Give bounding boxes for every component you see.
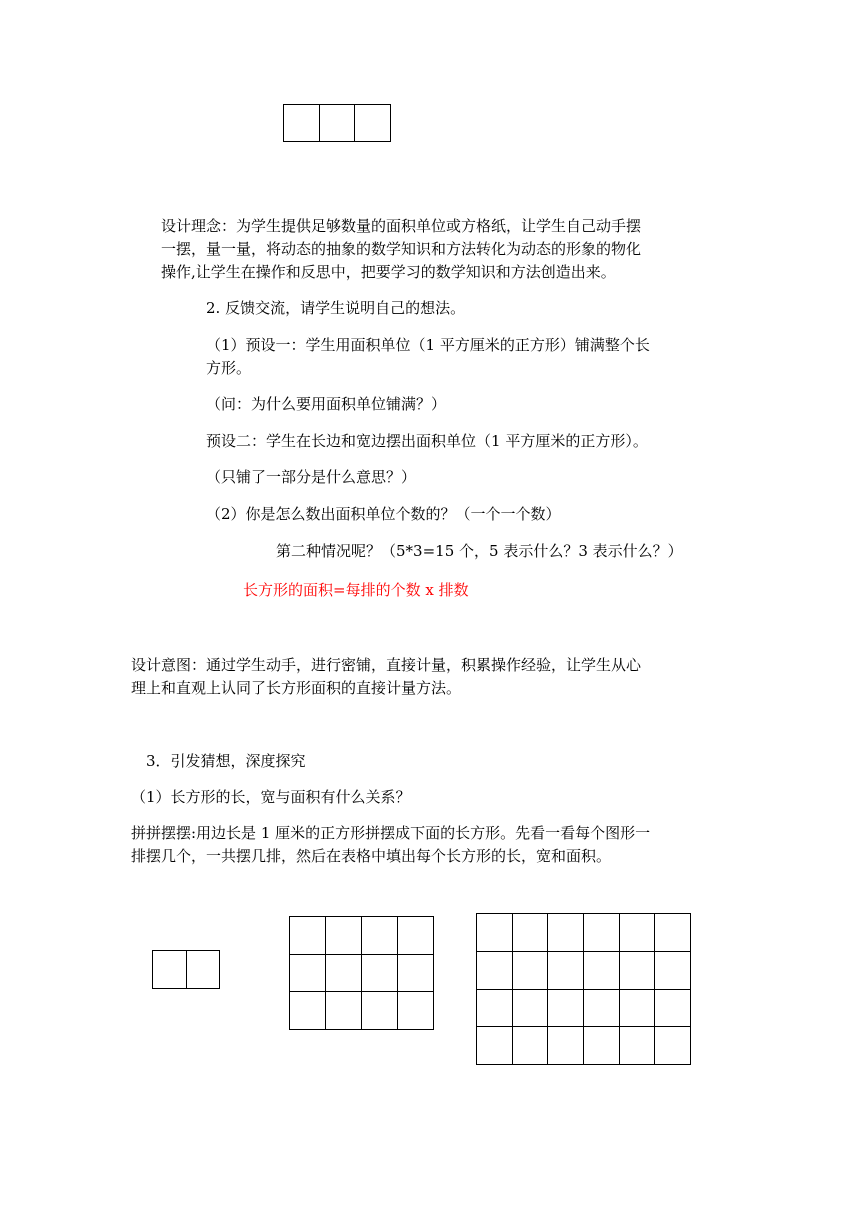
unit-square xyxy=(398,917,434,955)
unit-square xyxy=(620,952,656,990)
unit-square xyxy=(584,1027,620,1065)
unit-square xyxy=(477,952,513,990)
rectangle-4x6 xyxy=(476,913,691,1065)
count-question: （2）你是怎么数出面积单位个数的？（一个一个数） xyxy=(206,505,561,523)
unit-square xyxy=(513,952,549,990)
unit-square xyxy=(290,917,326,955)
unit-square xyxy=(326,992,362,1030)
unit-square xyxy=(477,990,513,1028)
unit-square xyxy=(326,955,362,993)
unit-square xyxy=(362,992,398,1030)
design-intent-line-1: 设计意图：通过学生动手，进行密铺，直接计量，积累操作经验，让学生从心 xyxy=(131,656,642,674)
preset2: 预设二：学生在长边和宽边摆出面积单位（1 平方厘米的正方形）。 xyxy=(206,432,648,450)
unit-square xyxy=(655,990,691,1028)
unit-square xyxy=(620,1027,656,1065)
design-intent-line-2: 理上和直观上认同了长方形面积的直接计量方法。 xyxy=(131,679,462,697)
unit-square xyxy=(548,914,584,952)
activity-line-1: 拼拼摆摆:用边长是 1 厘米的正方形拼摆成下面的长方形。先看一看每个图形一 xyxy=(131,824,651,842)
step3-heading: 3．引发猜想，深度探究 xyxy=(146,752,306,770)
square-strip-1x3 xyxy=(283,104,391,142)
unit-square xyxy=(477,914,513,952)
unit-square xyxy=(355,105,391,142)
unit-square xyxy=(290,955,326,993)
unit-square xyxy=(584,952,620,990)
unit-square xyxy=(548,990,584,1028)
unit-square xyxy=(284,105,320,142)
unit-square xyxy=(290,992,326,1030)
design-concept-line-2: 一摆，量一量，将动态的抽象的数学知识和方法转化为动态的形象的物化 xyxy=(161,240,642,258)
area-formula: 长方形的面积=每排的个数 x 排数 xyxy=(243,581,469,599)
unit-square xyxy=(513,914,549,952)
unit-square xyxy=(548,1027,584,1065)
preset1-line-1: （1）预设一：学生用面积单位（1 平方厘米的正方形）铺满整个长 xyxy=(206,336,650,354)
unit-square xyxy=(548,952,584,990)
unit-square xyxy=(320,105,356,142)
rectangle-3x4 xyxy=(289,916,434,1030)
unit-square xyxy=(513,1027,549,1065)
rectangle-1x2 xyxy=(152,950,220,989)
unit-square xyxy=(398,992,434,1030)
unit-square xyxy=(655,1027,691,1065)
activity-line-2: 排摆几个，一共摆几排，然后在表格中填出每个长方形的长，宽和面积。 xyxy=(131,847,612,865)
step2-heading: 2. 反馈交流，请学生说明自己的想法。 xyxy=(206,299,466,317)
unit-square xyxy=(362,955,398,993)
design-concept-line-1: 设计理念：为学生提供足够数量的面积单位或方格纸，让学生自己动手摆 xyxy=(161,217,642,235)
unit-square xyxy=(362,917,398,955)
unit-square xyxy=(584,914,620,952)
design-concept-line-3: 操作,让学生在操作和反思中，把要学习的数学知识和方法创造出来。 xyxy=(161,263,616,281)
unit-square xyxy=(584,990,620,1028)
preset1-line-2: 方形。 xyxy=(206,359,252,377)
unit-square xyxy=(477,1027,513,1065)
unit-square xyxy=(620,914,656,952)
unit-square xyxy=(326,917,362,955)
unit-square xyxy=(187,951,221,989)
unit-square xyxy=(153,951,187,989)
unit-square xyxy=(398,955,434,993)
question-1: （问：为什么要用面积单位铺满？） xyxy=(206,395,447,413)
unit-square xyxy=(620,990,656,1028)
unit-square xyxy=(513,990,549,1028)
step3-subheading: （1）长方形的长，宽与面积有什么关系？ xyxy=(131,788,411,806)
unit-square xyxy=(655,914,691,952)
question-2: （只铺了一部分是什么意思？） xyxy=(206,468,417,486)
unit-square xyxy=(655,952,691,990)
second-case: 第二种情况呢？（5*3=15 个，5 表示什么？3 表示什么？） xyxy=(276,542,683,560)
